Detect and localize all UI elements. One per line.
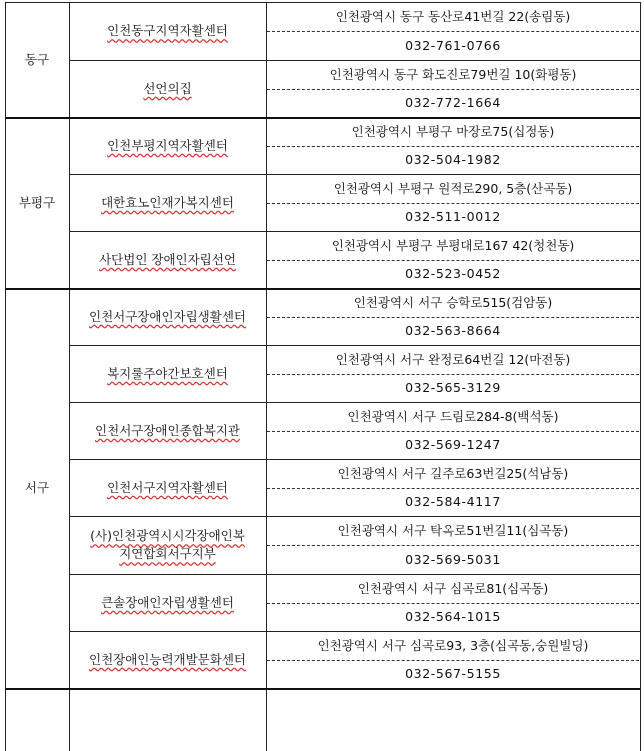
address-cell xyxy=(266,631,640,660)
group-divider xyxy=(5,688,640,690)
organization-name: 선언의집 xyxy=(143,80,192,96)
address-cell xyxy=(266,459,640,488)
organization-name: 큰솔장애인자립생활센터 xyxy=(101,594,234,610)
phone-cell xyxy=(266,431,640,459)
phone-cell xyxy=(266,260,640,288)
organization-name: 복지룰주야간보호센터 xyxy=(107,365,228,381)
organization-name: 인천서구지역자활센터 xyxy=(107,479,228,495)
phone-cell xyxy=(266,31,640,60)
district-name: 동구 xyxy=(24,51,50,67)
district-name: 부평구 xyxy=(18,194,56,210)
phone-number: 032-565-3129 xyxy=(405,380,501,395)
organization-name-cell xyxy=(69,459,266,516)
organization-name-cell xyxy=(69,631,266,688)
phone-cell xyxy=(266,317,640,345)
address-cell xyxy=(266,174,640,203)
address-cell xyxy=(266,574,640,603)
organization-name-cell xyxy=(69,117,266,174)
phone-number: 032-567-5155 xyxy=(405,666,501,681)
address-text: 인천광역시 서구 완정로64번길 12(마전동) xyxy=(335,351,571,367)
address-cell xyxy=(266,402,640,431)
phone-number: 032-584-4117 xyxy=(405,494,501,509)
district-cell xyxy=(5,117,69,288)
organization-name-cell xyxy=(69,345,266,402)
phone-number: 032-569-5031 xyxy=(405,551,501,567)
phone-number: 032-761-0766 xyxy=(405,37,501,53)
organization-name-cell xyxy=(69,516,266,574)
phone-cell xyxy=(266,488,640,516)
phone-number: 032-569-1247 xyxy=(405,437,501,452)
organization-name-cell xyxy=(69,231,266,288)
phone-number: 032-772-1664 xyxy=(405,95,501,110)
organization-name-cell xyxy=(69,60,266,117)
address-text: 인천광역시 서구 길주로63번길25(석남동) xyxy=(337,465,569,481)
address-cell xyxy=(266,345,640,374)
address-text: 인천광역시 부평구 원적로290, 5층(산곡동) xyxy=(333,180,573,196)
address-text: 인천광역시 서구 드림로284-8(백석동) xyxy=(347,408,559,424)
phone-cell xyxy=(266,89,640,117)
column-divider xyxy=(640,2,641,751)
district-cell xyxy=(5,288,69,688)
phone-cell xyxy=(266,203,640,231)
address-cell xyxy=(266,117,640,146)
organization-name: 대한효노인재가복지센터 xyxy=(101,194,234,210)
address-text: 인천광역시 부평구 마장로75(십정동) xyxy=(351,123,555,139)
address-cell xyxy=(266,60,640,89)
phone-cell xyxy=(266,603,640,631)
organization-name: 인천장애인능력개발문화센터 xyxy=(89,651,246,667)
address-cell xyxy=(266,516,640,545)
phone-number: 032-564-1015 xyxy=(405,609,501,624)
organization-name-cell xyxy=(69,574,266,631)
phone-cell xyxy=(266,146,640,174)
organization-name: 인천서구장애인자립생활센터 xyxy=(89,308,246,324)
organization-name: 인천동구지역자활센터 xyxy=(107,23,228,38)
organization-name: 인천서구장애인종합복지관 xyxy=(95,422,240,438)
organization-name-cell xyxy=(69,174,266,231)
phone-number: 032-523-0452 xyxy=(405,266,501,281)
address-text: 인천광역시 부평구 부평대로167 42(청천동) xyxy=(331,237,575,253)
organization-name-cell xyxy=(69,2,266,60)
address-text: 인천광역시 서구 승학로515(검암동) xyxy=(353,294,553,310)
phone-number: 032-563-8664 xyxy=(405,323,501,338)
phone-cell xyxy=(266,374,640,402)
district-name: 서구 xyxy=(24,480,50,495)
organization-name-line: 지연합회서구지부 xyxy=(119,546,216,561)
phone-cell xyxy=(266,660,640,688)
address-text: 인천광역시 동구 화도진로79번길 10(화평동) xyxy=(329,66,577,82)
organization-name-line: (사)인천광역시시각장애인복 xyxy=(90,528,245,543)
phone-cell xyxy=(266,545,640,574)
phone-number: 032-504-1982 xyxy=(405,152,501,167)
address-text: 인천광역시 서구 심곡로81(심곡동) xyxy=(357,580,549,596)
address-text: 인천광역시 서구 심곡로93, 3층(심곡동,숭원빌딩) xyxy=(317,637,589,653)
address-cell xyxy=(266,2,640,31)
address-text: 인천광역시 서구 탁옥로51번길11(심곡동) xyxy=(337,522,569,538)
organization-name-cell xyxy=(69,402,266,459)
address-text: 인천광역시 동구 동산로41번길 22(송림동) xyxy=(335,8,571,24)
address-cell xyxy=(266,231,640,260)
organization-name: 사단법인 장애인자립선언 xyxy=(99,251,236,267)
phone-number: 032-511-0012 xyxy=(405,209,501,224)
organization-name-cell xyxy=(69,288,266,345)
district-cell xyxy=(5,2,69,117)
address-cell xyxy=(266,288,640,317)
organization-name: 인천부평지역자활센터 xyxy=(107,137,228,153)
